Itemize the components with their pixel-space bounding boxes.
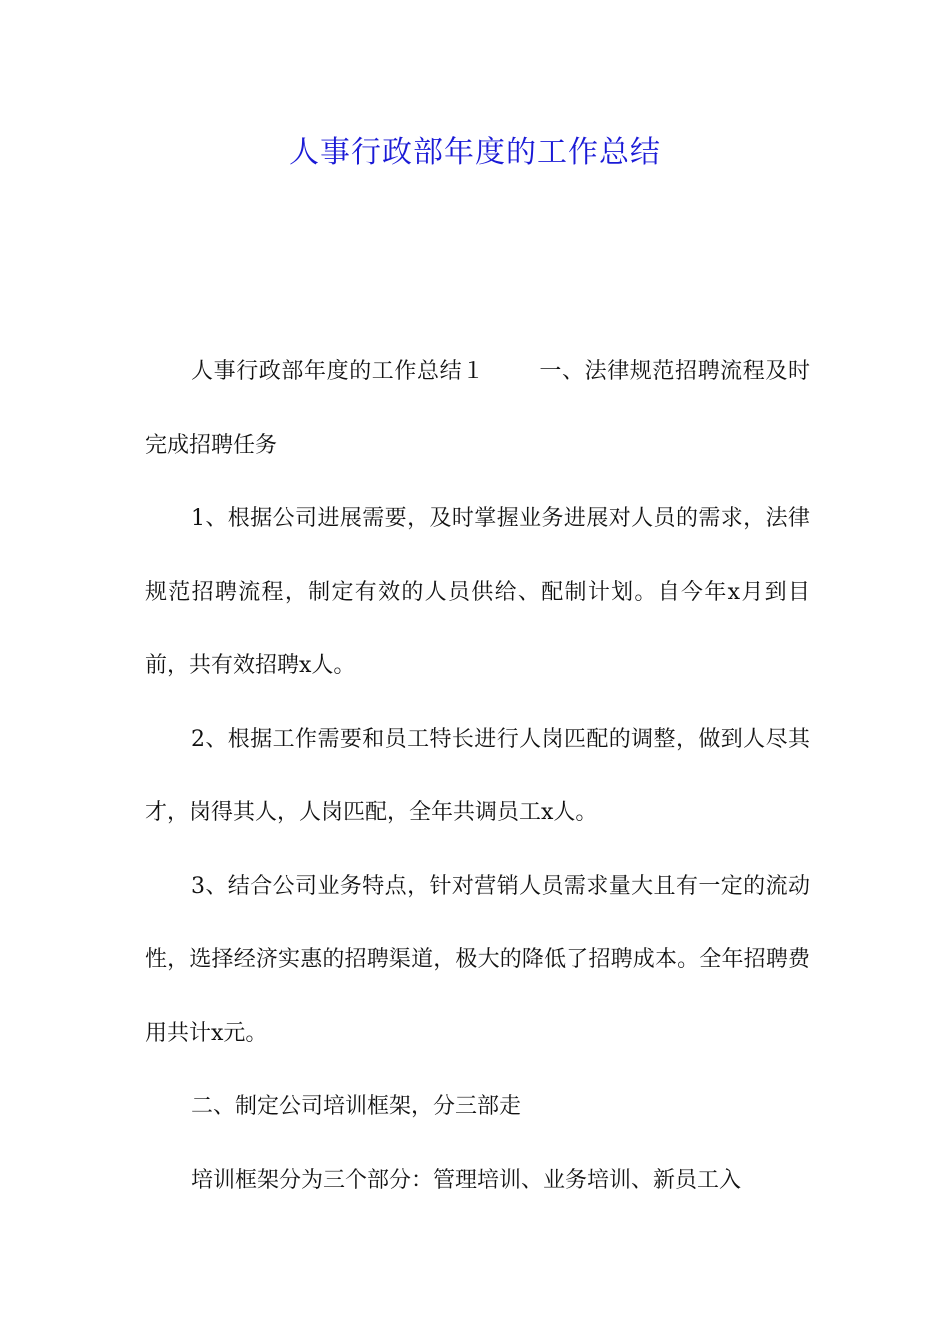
paragraph-training: 培训框架分为三个部分：管理培训、业务培训、新员工入 [191, 1167, 742, 1193]
paragraph-1: 1、根据公司进展需要，及时掌握业务进展对人员的需求，法律规范招聘流程，制定有效的人员供给、配制计划。自今年x月到目前，共有效招聘x人。 [145, 506, 810, 678]
paragraph-3: 3、结合公司业务特点，针对营销人员需求量大且有一定的流动性，选择经济实惠的招聘渠道，极大的降低了招聘成本。全年招聘费用共计x元。 [145, 873, 810, 1046]
paragraph-section-2: 二、制定公司培训框架，分三部走 [191, 1094, 522, 1119]
paragraph-2: 2、根据工作需要和员工特长进行人岗匹配的调整，做到人尽其才，岗得其人，人岗匹配，全年共调员工x人。 [145, 726, 810, 825]
document-body [145, 335, 810, 1217]
paragraph-text: 一、法律规范招聘流程及时完成招聘任务 [145, 359, 810, 458]
paragraph-intro [145, 335, 810, 482]
paragraph-lead: 人事行政部年度的工作总结１ [191, 359, 485, 384]
document-title: 人事行政部年度的工作总结 [289, 135, 661, 170]
